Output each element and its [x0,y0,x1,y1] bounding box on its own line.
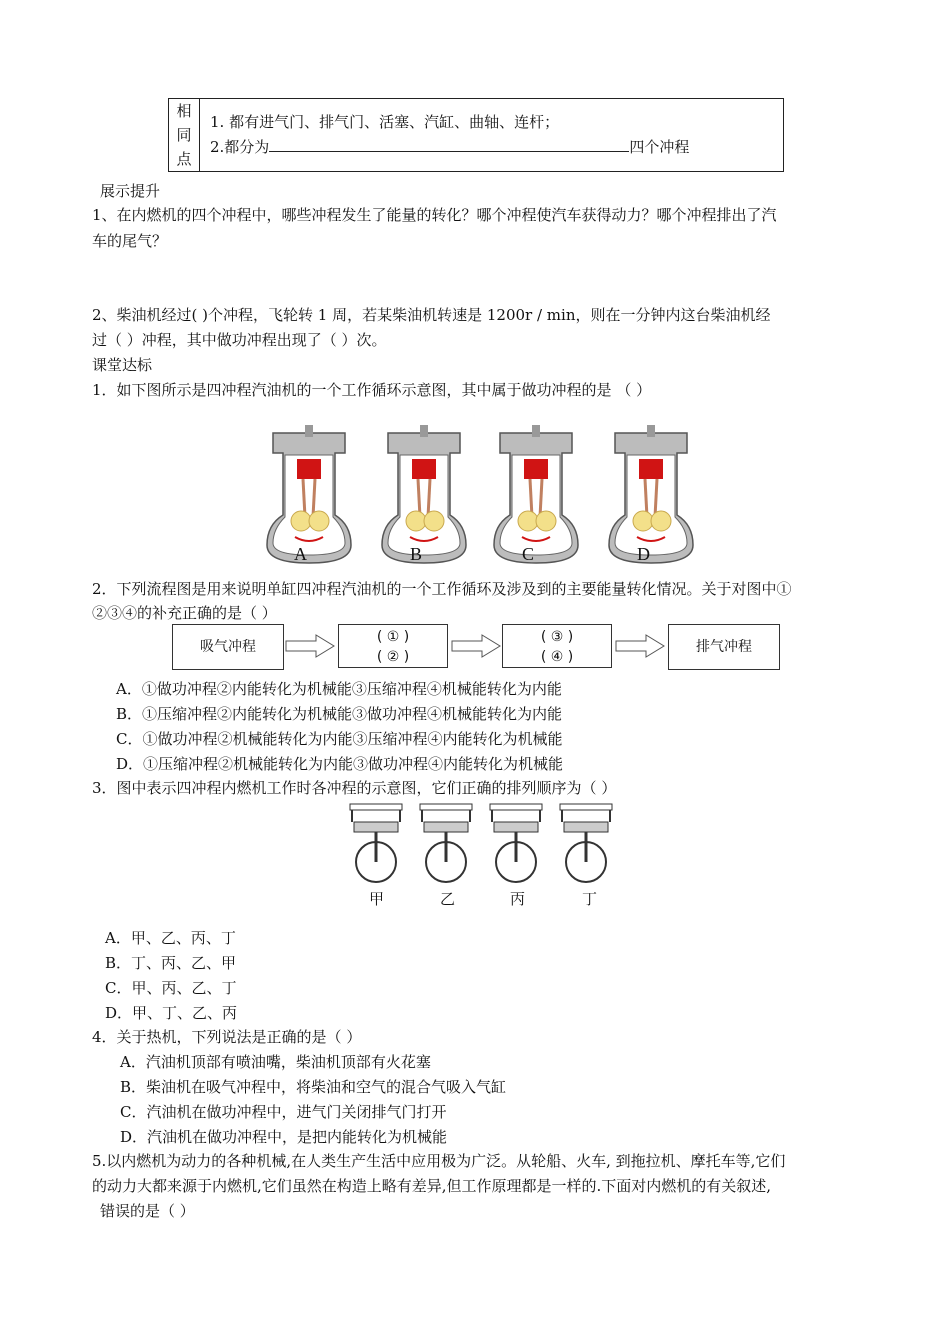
figure-label-b: B [410,544,423,564]
stroke-diagram-jia [350,804,402,882]
table-item-2 [210,135,783,160]
table-item-2-prefix: 2.都分为 [210,138,270,156]
problem-3-option-c: C．甲、丙、乙、丁 [105,979,237,997]
problem-5-line-3: 错误的是（ ） [100,1202,195,1220]
flow-arrow-icon [612,632,668,660]
flow-arrow-icon [448,632,504,660]
table-content [200,99,784,172]
figure-label-bing: 丙 [510,890,526,908]
stroke-diagrams [340,800,620,890]
comparison-table [168,98,784,172]
problem-1-stem: 1．如下图所示是四冲程汽油机的一个工作循环示意图，其中属于做功冲程的是 （ ） [92,381,652,399]
figure-label-jia: 甲 [369,890,385,908]
problem-2-option-b: B．①压缩冲程②内能转化为机械能③做功冲程④机械能转化为内能 [116,705,563,723]
section-heading: 课堂达标 [92,356,153,374]
figure-label-ding: 丁 [582,890,598,908]
table-item-1: 1. 都有进气门、排气门、活塞、汽缸、曲轴、连杆； [210,113,560,131]
problem-4-stem: 4．关于热机，下列说法是正确的是（ ） [92,1028,362,1046]
problem-4-option-a: A．汽油机顶部有喷油嘴，柴油机顶部有火花塞 [120,1053,431,1071]
problem-5-line-1: 5.以内燃机为动力的各种机械,在人类生产生活中应用极为广泛。从轮船、火车, 到拖拉机、摩托车等,它们 [92,1152,786,1170]
problem-2-option-a: A．①做功冲程②内能转化为机械能③压缩冲程④机械能转化为内能 [116,680,562,698]
problem-3-option-a: A．甲、乙、丙、丁 [105,929,236,947]
problem-4-option-c: C．汽油机在做功冲程中，进气门关闭排气门打开 [120,1103,447,1121]
problem-3-option-b: B．丁、丙、乙、甲 [105,954,237,972]
label-char: 同 [176,126,192,144]
engine-diagram-c [494,425,578,563]
figure-label-c: C [522,544,535,564]
flow-box-2-top: ( ① ) [376,629,410,645]
label-char: 点 [176,150,192,168]
problem-2-stem-line-1: 2．下列流程图是用来说明单缸四冲程汽油机的一个工作循环及涉及到的主要能量转化情况。关于对图中① [92,580,792,598]
section-heading: 展示提升 [100,182,161,200]
figure-label-d: D [637,544,650,564]
question-1-line-2: 车的尾气？ [92,232,168,250]
stroke-diagram-ding [560,804,612,882]
flow-box-2-bottom: ( ② ) [376,649,410,665]
problem-2-option-c: C．①做功冲程②机械能转化为内能③压缩冲程④内能转化为机械能 [116,730,563,748]
table-item-2-suffix: 四个冲程 [629,138,690,156]
fill-blank [269,137,629,152]
label-char: 相 [176,102,192,120]
problem-2-option-d: D．①压缩冲程②机械能转化为内能③做功冲程④内能转化为机械能 [116,755,564,773]
flow-box-2 [338,624,448,668]
problem-3-option-d: D．甲、丁、乙、丙 [105,1004,238,1022]
problem-4-option-b: B．柴油机在吸气冲程中，将柴油和空气的混合气吸入气缸 [120,1078,507,1096]
flow-box-3-bottom: ( ④ ) [540,649,574,665]
problem-4-option-d: D．汽油机在做功冲程中，是把内能转化为机械能 [120,1128,448,1146]
flow-box-3-top: ( ③ ) [540,629,574,645]
problem-3-stem: 3．图中表示四冲程内燃机工作时各冲程的示意图，它们正确的排列顺序为（ ） [92,779,617,797]
flow-arrow-icon [282,632,338,660]
flow-box-intake: 吸气冲程 [172,624,284,670]
engine-diagram-b [382,425,466,563]
question-2-line-1: 2、柴油机经过( )个冲程，飞轮转 1 周，若某柴油机转速是 1200r / min，则在一分钟内这台柴油机经 [92,306,771,324]
stroke-diagram-bing [490,804,542,882]
stroke-diagram-yi [420,804,472,882]
question-2-line-2: 过（ ）冲程，其中做功冲程出现了（ ）次。 [92,331,387,349]
question-1-line-1: 1、在内燃机的四个冲程中，哪些冲程发生了能量的转化？哪个冲程使汽车获得动力？哪个冲程排出了汽 [92,206,777,224]
flow-box-exhaust: 排气冲程 [668,624,780,670]
problem-5-line-2: 的动力大都来源于内燃机,它们虽然在构造上略有差异,但工作原理都是一样的.下面对内燃机的有关叙述, [92,1177,772,1195]
engine-diagram-a [267,425,351,563]
problem-2-stem-line-2: ②③④的补充正确的是（ ） [92,604,277,622]
figure-label-yi: 乙 [440,890,456,908]
table-row-label [169,99,200,172]
figure-label-a: A [294,544,307,564]
engine-diagram-d [609,425,693,563]
flow-box-3 [502,624,612,668]
